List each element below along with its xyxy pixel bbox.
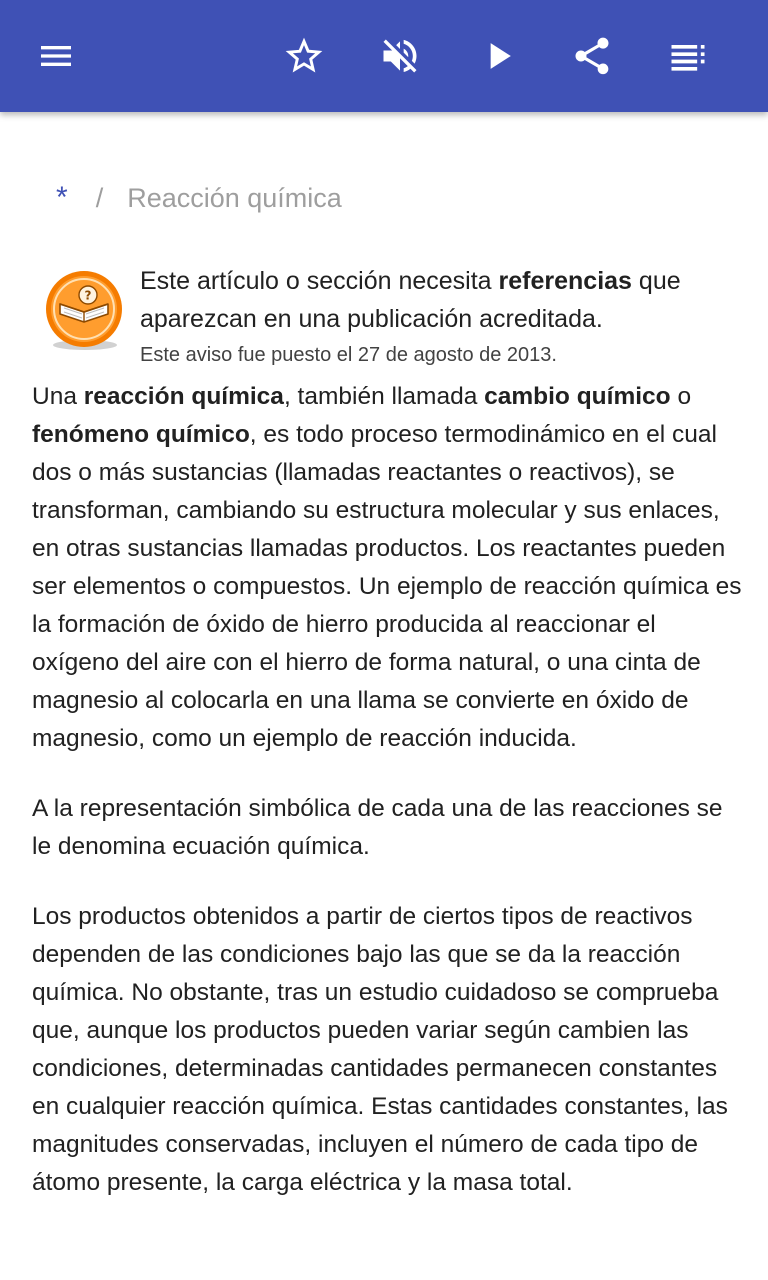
menu-icon (36, 36, 76, 76)
paragraph: Los productos obtenidos a partir de ciertos tipos de reactivos dependen de las condiciones bajo las que se da la reacción química. No obstante, tras un estudio cuidadoso se comprueba que, aunque los productos pueden variar según cambien las condiciones, determinadas cantidades permanecen constantes en cualquier reacción química. Estas cantidades constantes, las magnitudes conservadas, incluyen el número de cada tipo de átomo presente, la carga eléctrica y la masa total. (32, 903, 728, 1196)
notice-bold-text: referencias (498, 267, 632, 295)
notice-text-end: que aparezcan en una publicación acreditada. (140, 267, 681, 333)
paragraph: Una reacción química, también llamada cambio químico o fenómeno químico, es todo proceso termodinámico en el cual dos o más sustancias (llamadas reactantes o reactivos), se transforman, cambiando su estructura molecular y sus enlaces, en otras sustancias llamadas productos. Los reactantes pueden ser elementos o compuestos. Un ejemplo de reacción química es la formación de óxido de hierro producida al reaccionar el oxígeno del aire con el hierro de forma natural, o una cinta de magnesio al colocarla en una llama se convierte en óxido de magnesio, como un ejemplo de reacción inducida. (32, 383, 742, 752)
play-icon (476, 34, 520, 78)
app-toolbar (0, 0, 768, 112)
term-cambio-quimico: cambio químico (484, 383, 671, 410)
breadcrumb-separator: / (95, 183, 104, 213)
playlist-icon (666, 34, 710, 78)
share-icon (570, 34, 614, 78)
play-button[interactable] (470, 28, 526, 84)
breadcrumb (56, 176, 342, 220)
svg-text:?: ? (84, 288, 92, 303)
breadcrumb-current: Reacción química (127, 183, 342, 213)
menu-button[interactable] (28, 28, 84, 84)
breadcrumb-home-link[interactable]: * (56, 181, 68, 214)
article-body (32, 378, 742, 1234)
contents-button[interactable] (660, 28, 716, 84)
book-question-icon (42, 270, 126, 354)
share-button[interactable] (564, 28, 620, 84)
term-reaccion-quimica: reacción química (83, 383, 284, 410)
references-notice (40, 262, 740, 374)
volume-off-icon (378, 34, 422, 78)
paragraph: A la representación simbólica de cada una de las reacciones se le denomina ecuación química. (32, 795, 723, 860)
star-outline-icon (282, 34, 326, 78)
term-fenomeno-quimico: fenómeno químico (32, 421, 250, 448)
notice-text: Este artículo o sección necesita (140, 267, 499, 295)
favorite-button[interactable] (276, 28, 332, 84)
mute-button[interactable] (372, 28, 428, 84)
notice-date: Este aviso fue puesto el 27 de agosto de 2013. (140, 344, 557, 366)
notice-message (140, 262, 740, 338)
